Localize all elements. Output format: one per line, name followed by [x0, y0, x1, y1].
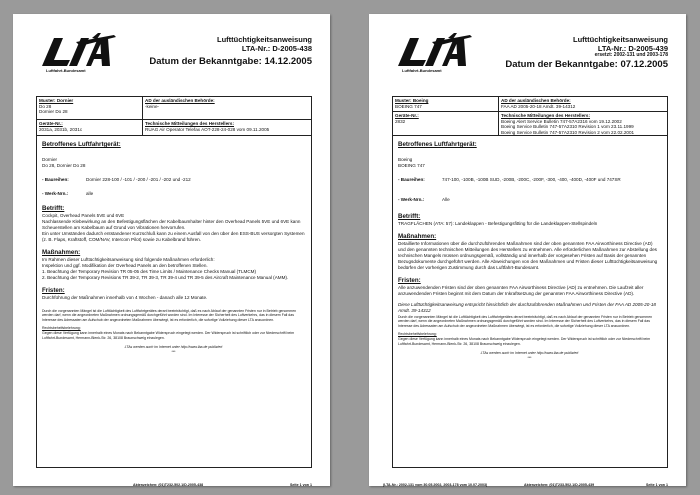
baureihen-label: - Baureihen: — [398, 177, 425, 182]
rechtsbehelf-heading: Rechtsbehelfsbelehrung: — [42, 326, 81, 331]
internet-notice: LTAs werden auch im Internet unter http://www.lba.de publiziert — [480, 351, 579, 356]
aircraft-maker: Dornier — [42, 157, 58, 163]
geraete-heading: Geräte-Nr.: — [395, 113, 419, 118]
betrifft-text: Cockpit, Overhead Panels 5VE und 6VE — [42, 213, 125, 218]
lta-number: LTA-Nr.: D-2005-438 — [241, 43, 312, 53]
divider — [393, 135, 667, 136]
tech-value: Boeing Service Bulletin 747-57A2310 Revision 2 vom 22.02.2001 — [501, 130, 635, 136]
logo-subtitle: Luftfahrt-Bundesamt — [46, 68, 86, 73]
fristen-text: Alle anzuwendenden Fristen sind der oben genannten FAA Airworthiness Directive (AD) zu entnehmen. Die Laufzeit aller anzuwendenden Fristen beginnt mit dem Datum der Inkraftsetzung der genannten FAA Airworthiness Directive (AD). — [398, 284, 644, 296]
divider — [498, 97, 499, 135]
tech-cell — [501, 113, 634, 136]
aktenzeichen: Aktenzeichen: (01)T232-502.1/D-2005-438 — [133, 483, 204, 487]
lba-logo-icon — [36, 32, 116, 72]
werknr-label: - Werk-Nrn.: — [398, 196, 425, 202]
tech-value: Boeing Alert Service Bulletin 747-57A2316 vom 19.12.2002 — [501, 118, 622, 124]
section-heading-betroffen: Betroffenes Luftfahrtgerät: — [398, 141, 477, 148]
doc-title: Lufttüchtigkeitsanweisung — [216, 35, 312, 44]
page-number: Seite 1 von 1 — [646, 483, 668, 487]
publication-date: Datum der Bekanntgabe: 14.12.2005 — [149, 56, 312, 68]
tech-value: RUAG Air Operator Telefax AOT-228-24-028 vom 09.11.2005 — [145, 126, 270, 132]
muster-heading: Muster: Dornier — [39, 98, 74, 103]
fristen-italic-note: Diese Lufttüchtigkeitsanweisung entspricht hinsichtlich der durchzuführenden Maßnahmen und Fristen der FAA AD 2005-20-18 Amdt. 39-14312 — [398, 301, 656, 313]
header-title-block — [505, 36, 668, 71]
section-heading-massnahmen: Maßnahmen: — [42, 248, 81, 256]
ad-heading: AD der ausländischen Behörde: — [501, 98, 571, 103]
lta-number: LTA-Nr.: D-2005-439 — [597, 43, 668, 53]
baureihen-row — [42, 177, 305, 183]
baureihen-value: 747-100, -100B, -100B SUD, -200B, -200C, -200F, -300, -400, -400D, -400F und 747SR — [442, 177, 621, 182]
aktenzeichen: Aktenzeichen: (01)T233-502.1/D-2005-439 — [524, 483, 595, 487]
tech-cell — [145, 121, 269, 132]
massnahmen-text: 1. Beachtung der Temporary Revision TR 05-05 des Time Limits / Maintenance Checks Manual (TLMCM) — [42, 268, 257, 274]
content-frame — [392, 96, 668, 468]
geraete-cell — [39, 121, 82, 132]
betrifft-text: Nachlassende Klebewirkung an den Befestigungsflächen der Kabelbaumhalter hinter den Overhead Panels 5VE und 6VE kann Scheuerstellen am Kabelbaum auf Grund von Vibrationen hervorrufen. — [42, 218, 301, 230]
massnahmen-text: 2. Beachtung der Temporary Revisions TR 39-2, TR 39-3, TR 39-4 und TR 39-5 des Aircraft Maintenance Manual (AMM). — [42, 274, 289, 280]
document-body — [42, 141, 305, 354]
header-title-block — [149, 36, 312, 68]
betrifft-text: Ein unter Umständen dadurch entstandener Kurzschluß kann zu einem Ausfall von den über den ESS-BUS versorgten Systemen (z. B. Flaps, Kraftstoff, COM/NAV, Intercom Pilot) sowie zu Kabelbrand führen. — [42, 230, 305, 242]
werknr-label: - Werk-Nrn.: — [42, 190, 69, 196]
section-heading-betrifft: Betrifft: — [42, 204, 65, 212]
ad-cell — [145, 98, 215, 109]
baureihen-value: Dornier 228-100 / -101 / -200 / -201 / -202 und -212 — [86, 177, 191, 182]
replaces-note: ersetzt: 2002-131 und 2003-178 — [594, 52, 668, 59]
end-stars: *** — [527, 355, 532, 360]
legal-notice: Durch die vorgenannten Mängel ist die Lufttüchtigkeit des Luftfahrtgerätes derart beeinträchtigt, daß es nach Ablauf der genannten Fristen nur in Betrieb genommen werden darf, wenn die angeordneten Maßnahmen ordnungsgemäß durchgeführt worden sind. Im Interesse der Sicherheit des Luftverkehrs, das in diesem Fall das Interesse des Adressaten am Aufschub der angeordneten Maßnahmen überwiegt, ist es erforderlich, die sofortige Vollziehung dieser LTA anzuordnen. — [398, 314, 653, 328]
tech-heading: Technische Mitteilungen des Herstellers: — [145, 121, 235, 126]
muster-value: Dornier Do 28 — [39, 109, 68, 115]
fristen-text: Durchführung der Maßnahmen innerhalb von 4 Wochen - danach alle 12 Monate. — [42, 294, 208, 300]
werknr-row — [42, 191, 305, 197]
werknr-row — [398, 197, 661, 203]
legal-notice: Durch die vorgenannten Mängel ist die Lufttüchtigkeit des Luftfahrtgerätes derart beeinträchtigt, daß es nach Ablauf der genannten Fristen nur in Betrieb genommen werden darf, wenn die angeordneten Maßnahmen ordnungsgemäß durchgeführt worden sind. Im Interesse der Sicherheit des Luftverkehrs, das in diesem Fall das Interesse des Adressaten am Aufschub der angeordneten Maßnahmen überwiegt, ist es erforderlich, die sofortige Vollziehung dieser LTA anzuordnen. — [42, 308, 297, 322]
section-heading-betrifft: Betrifft: — [398, 212, 421, 220]
muster-value: Do 28 — [39, 103, 52, 109]
divider — [37, 135, 311, 136]
geraete-value: 2832 — [395, 118, 406, 124]
document-page-1 — [13, 14, 330, 486]
superseded-note: (LTA-Nr.: 2002-131 vom 30.05.2002, 2003-178 vom 10.07.2003) — [383, 483, 488, 487]
werknr-value: Alle — [442, 196, 450, 202]
doc-title: Lufttüchtigkeitsanweisung — [572, 35, 668, 44]
tech-value: Boeing Service Bulletin 747-57A2310 Revision 1 vom 23.11.1999 — [501, 124, 634, 130]
muster-cell — [39, 98, 139, 115]
section-heading-massnahmen: Maßnahmen: — [398, 232, 437, 240]
divider — [142, 97, 143, 135]
rechtsbehelf-text: Gegen diese Verfügung kann innerhalb eines Monats nach Bekanntgabe Widerspruch eingelegt werden. Der Widerspruch ist schriftlich oder zur Niederschrift beim Luftfahrt-Bundesamt, Hermann-Blenk-Str. 26, 38108 Braunschweig einzulegen. — [42, 331, 295, 340]
ad-value: -keine- — [145, 103, 160, 109]
section-heading-betroffen: Betroffenes Luftfahrtgerät: — [42, 141, 121, 148]
massnahmen-text: Im Rahmen dieser Lufttüchtigkeitsanweisung sind folgende Maßnahmen erforderlich: — [42, 256, 215, 262]
werknr-value: alle — [86, 190, 94, 196]
section-heading-fristen: Fristen: — [42, 286, 65, 294]
lba-logo-icon — [392, 32, 472, 72]
aircraft-maker: Boeing — [398, 157, 413, 163]
aircraft-models: Do 28, Dornier Do 28 — [42, 163, 86, 169]
rechtsbehelf-text: Gegen diese Verfügung kann innerhalb eines Monats nach Bekanntgabe Widerspruch eingelegt werden. Der Widerspruch ist schriftlich oder zur Niederschrift beim Luftfahrt-Bundesamt, Hermann-Blenk-Str. 26, 38108 Braunschweig einzulegen. — [398, 337, 651, 346]
baureihen-label: - Baureihen: — [42, 177, 69, 182]
massnahmen-text: Detaillierte Informationen über die durchzuführenden Maßnahmen sind der oben genannten FAA Airworthiness Directive (AD) und den genannten technischen Mitteilungen des Herstellers zu entnehmen. Alle erforderlichen Maßnahmen zur Abstellung des technischen Mangels müssen ordnungsgemäß, vollständig und innerhalb der vorgesehen Fristen auf Basis der genannten Bezugsdokumente durchgeführt werden. Alle Abweichungen von den Maßnahmen und Fristen dieser Lufttüchtigkeitsanweisung bedürfen der vorherigen Zustimmung durch das Luftfahrt-Bundesamt. — [398, 241, 658, 270]
logo-subtitle: Luftfahrt-Bundesamt — [402, 68, 442, 73]
end-stars: *** — [171, 349, 176, 354]
aircraft-models: BOEING 747 — [398, 163, 425, 169]
geraete-cell — [395, 113, 419, 124]
tech-heading: Technische Mitteilungen des Herstellers: — [501, 113, 591, 118]
muster-value: BOEING 747 — [395, 103, 422, 109]
muster-heading: Muster: Boeing — [395, 98, 429, 103]
betrifft-text: TRAGFLÄCHEN (ATA: 57): Landeklappen - Befestigungsfitting für die Landeklappen-Stellspindeln — [398, 221, 598, 226]
ad-value: FAA AD 2005-20-18 Amdt. 39-14312 — [501, 103, 576, 109]
publication-date: Datum der Bekanntgabe: 07.12.2005 — [505, 59, 668, 70]
ad-cell — [501, 98, 575, 109]
baureihen-row — [398, 177, 661, 183]
rechtsbehelf-heading: Rechtsbehelfsbelehrung: — [398, 332, 437, 337]
document-body — [398, 141, 661, 360]
geraete-value: 2031a, 2031b, 2031c — [39, 126, 83, 132]
ad-heading: AD der ausländischen Behörde: — [145, 98, 215, 103]
section-heading-fristen: Fristen: — [398, 276, 421, 284]
divider — [37, 119, 311, 120]
massnahmen-text: Inspektion und ggf. Modifikation der Overhead Panels an den betroffenen Stellen. — [42, 262, 208, 268]
document-page-2 — [369, 14, 686, 486]
divider — [393, 111, 667, 112]
internet-notice: LTAs werden auch im Internet unter http://www.lba.de publiziert — [124, 345, 223, 350]
geraete-heading: Geräte-Nr.: — [39, 121, 63, 126]
content-frame — [36, 96, 312, 468]
page-number: Seite 1 von 1 — [290, 483, 312, 487]
muster-cell — [395, 98, 428, 109]
